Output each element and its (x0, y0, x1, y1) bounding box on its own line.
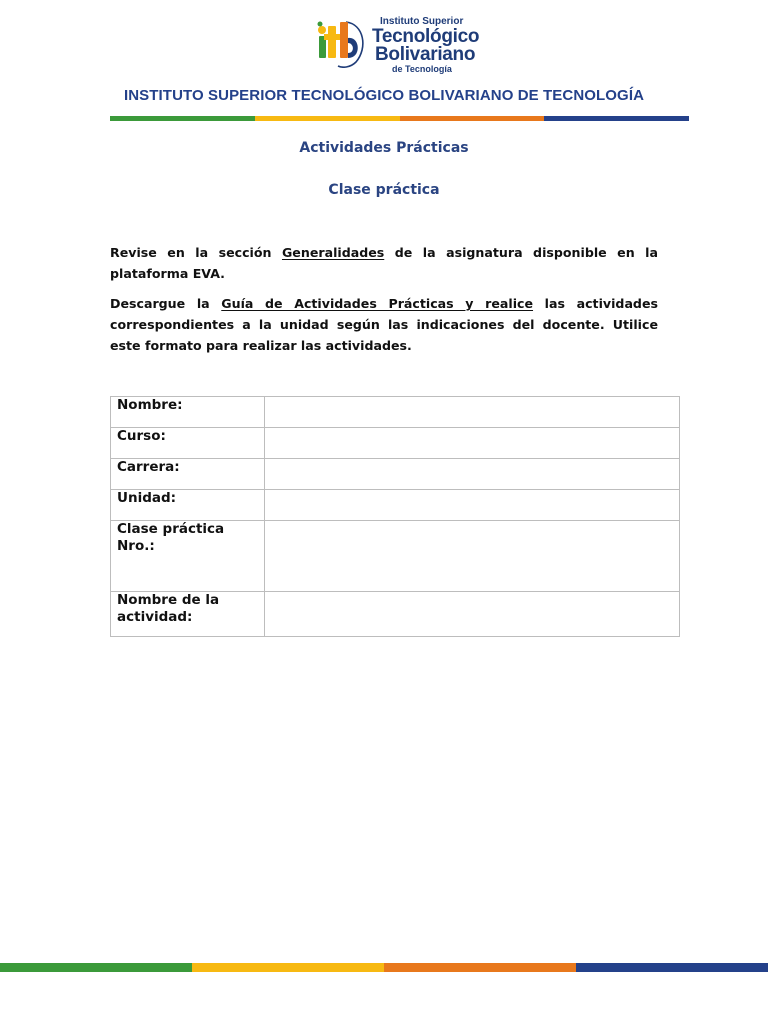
para1-text-end: de la asignatura disponible en la plataforma EVA. (110, 245, 658, 281)
logo-line-2: Tecnológico (372, 26, 480, 47)
para2-text-start: Descargue la (110, 296, 222, 311)
stripe-segment-green (0, 963, 192, 972)
stripe-segment-green (110, 116, 255, 121)
field-label-unidad: Unidad: (111, 490, 265, 521)
footer-color-stripe (0, 963, 768, 972)
section-heading: Actividades Prácticas (299, 140, 469, 156)
table-row (111, 397, 680, 428)
field-value-nombre[interactable] (265, 397, 680, 428)
instruction-paragraph-1 (110, 242, 658, 284)
stripe-segment-blue (544, 116, 689, 121)
field-value-unidad[interactable] (265, 490, 680, 521)
field-label-curso: Curso: (111, 428, 265, 459)
logo-line-3: Bolivariano (375, 44, 476, 65)
stripe-segment-orange (384, 963, 576, 972)
stripe-segment-orange (400, 116, 545, 121)
institution-logo (316, 16, 486, 74)
stripe-segment-yellow (255, 116, 400, 121)
logo-line-4: de Tecnología (392, 64, 452, 74)
field-label-clase-practica: Clase práctica Nro.: (111, 521, 265, 592)
stripe-segment-blue (576, 963, 768, 972)
header-color-stripe (110, 116, 689, 121)
table-row (111, 490, 680, 521)
generalidades-link[interactable]: Generalidades (281, 245, 385, 260)
table-row (111, 521, 680, 592)
para2-text-end: las actividades correspondientes a la unidad según las indicaciones del docente. Utilice este formato para realizar las actividades. (110, 296, 658, 353)
field-value-curso[interactable] (265, 428, 680, 459)
table-row (111, 592, 680, 637)
activity-guide-link[interactable]: Guía de Actividades Prácticas y realice (221, 296, 534, 311)
stripe-segment-yellow (192, 963, 384, 972)
field-label-nombre-actividad: Nombre de la actividad: (111, 592, 265, 637)
logo-line-1: Instituto Superior (380, 16, 464, 27)
field-label-nombre: Nombre: (111, 397, 265, 428)
table-row (111, 459, 680, 490)
itb-logo-icon (316, 18, 368, 68)
field-label-carrera: Carrera: (111, 459, 265, 490)
field-value-carrera[interactable] (265, 459, 680, 490)
para1-text-start: Revise en la sección (110, 245, 282, 260)
table-row (111, 428, 680, 459)
field-value-nombre-actividad[interactable] (265, 592, 680, 637)
student-info-table (110, 396, 680, 637)
section-subheading: Clase práctica (328, 182, 440, 198)
instruction-paragraph-2 (110, 293, 658, 356)
institution-title: INSTITUTO SUPERIOR TECNOLÓGICO BOLIVARIANO DE TECNOLOGÍA (123, 87, 645, 104)
field-value-clase-practica[interactable] (265, 521, 680, 592)
